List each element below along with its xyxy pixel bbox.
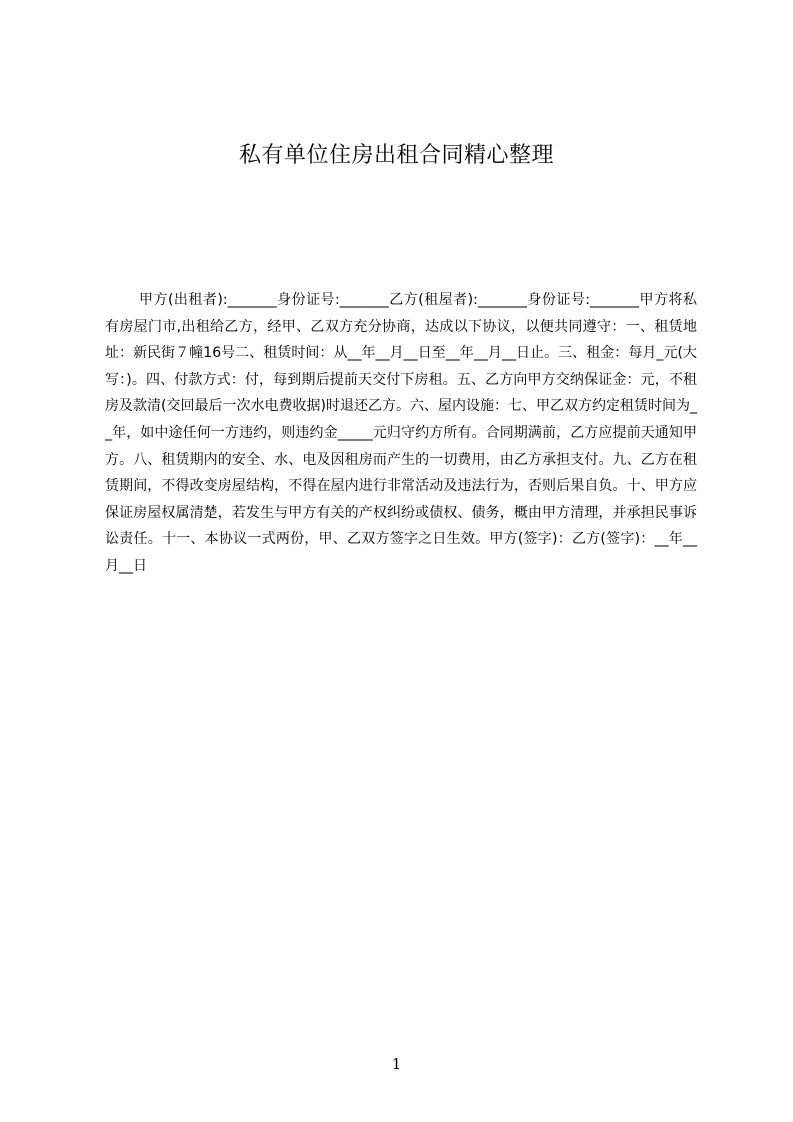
contract-body-text: 甲方(出租者):_______身份证号:_______乙方(租屋者):_______身份证号:_______甲方将私有房屋门市,出租给乙方，经甲、乙双方充分协商，达成以下协议，以便共同遵守：一、租赁地址：新民街７幢16号二、租赁时间：从__年__月__日至__年__月__日止。三、租金：每月_元(大写：)。四、付款方式：付，每到期后提前天交付下房租。五、乙方向甲方交纳保证金：元，不租房及款清(交回最后一次水电费收据)时退还乙方。六、屋内设施：七、甲乙双方约定租赁时间为__年，如中途任何一方违约，则违约金_____元归守约方所有。合同期满前，乙方应提前天通知甲方。八、租赁期内的安全、水、电及因租房而产生的一切费用，由乙方承担支付。九、乙方在租赁期间，不得改变房屋结构，不得在屋内进行非常活动及违法行为，否则后果自负。十、甲方应保证房屋权属清楚，若发生与甲方有关的产权纠纷或债权、债务，概由甲方清理，并承担民事诉讼责任。十一、本协议一式两份，甲、乙双方签字之日生效。甲方(签字)：乙方(签字)：__年__月__日 <box>105 292 697 574</box>
document-title: 私有单位住房出租合同精心整理 <box>238 143 554 168</box>
page-number: 1 <box>391 1055 402 1073</box>
